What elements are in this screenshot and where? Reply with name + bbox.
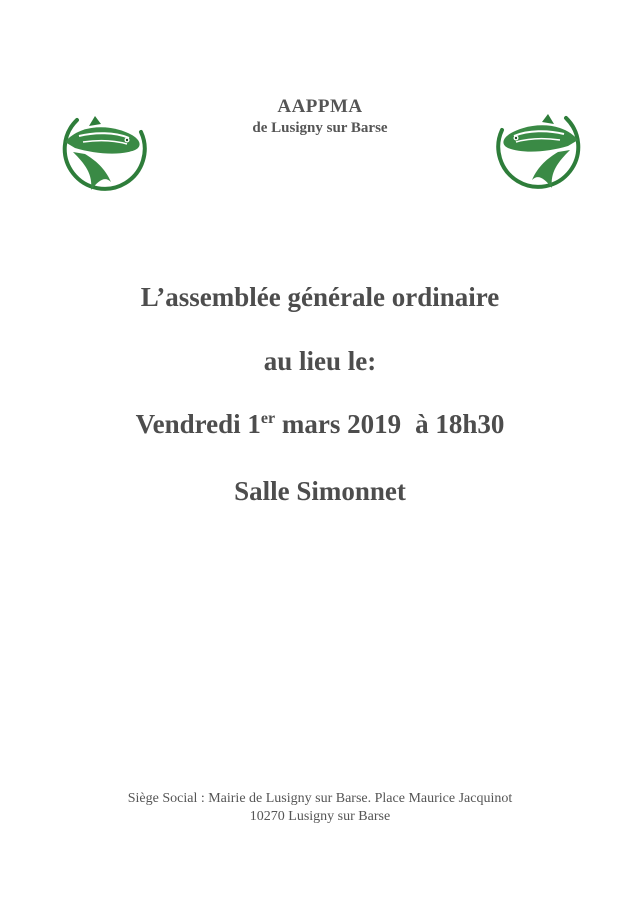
meeting-title: L’assemblée générale ordinaire [140, 282, 500, 312]
organization-location: de Lusigny sur Barse [252, 120, 388, 136]
date-rest: mars 2019 [281, 409, 402, 439]
date-prefix: Vendredi 1 [135, 409, 261, 439]
organization-name: AAPPMA [277, 96, 363, 117]
date-ordinal: er [260, 410, 276, 427]
meeting-time: à 18h30 [415, 409, 505, 439]
footer-address-line-1: Siège Social : Mairie de Lusigny sur Barse. Place Maurice Jacquinot [127, 791, 513, 806]
meeting-subtitle: au lieu le: [263, 346, 377, 376]
meeting-date [0, 409, 640, 440]
footer-address-line-2: 10270 Lusigny sur Barse [249, 809, 391, 824]
meeting-room: Salle Simonnet [234, 476, 406, 506]
